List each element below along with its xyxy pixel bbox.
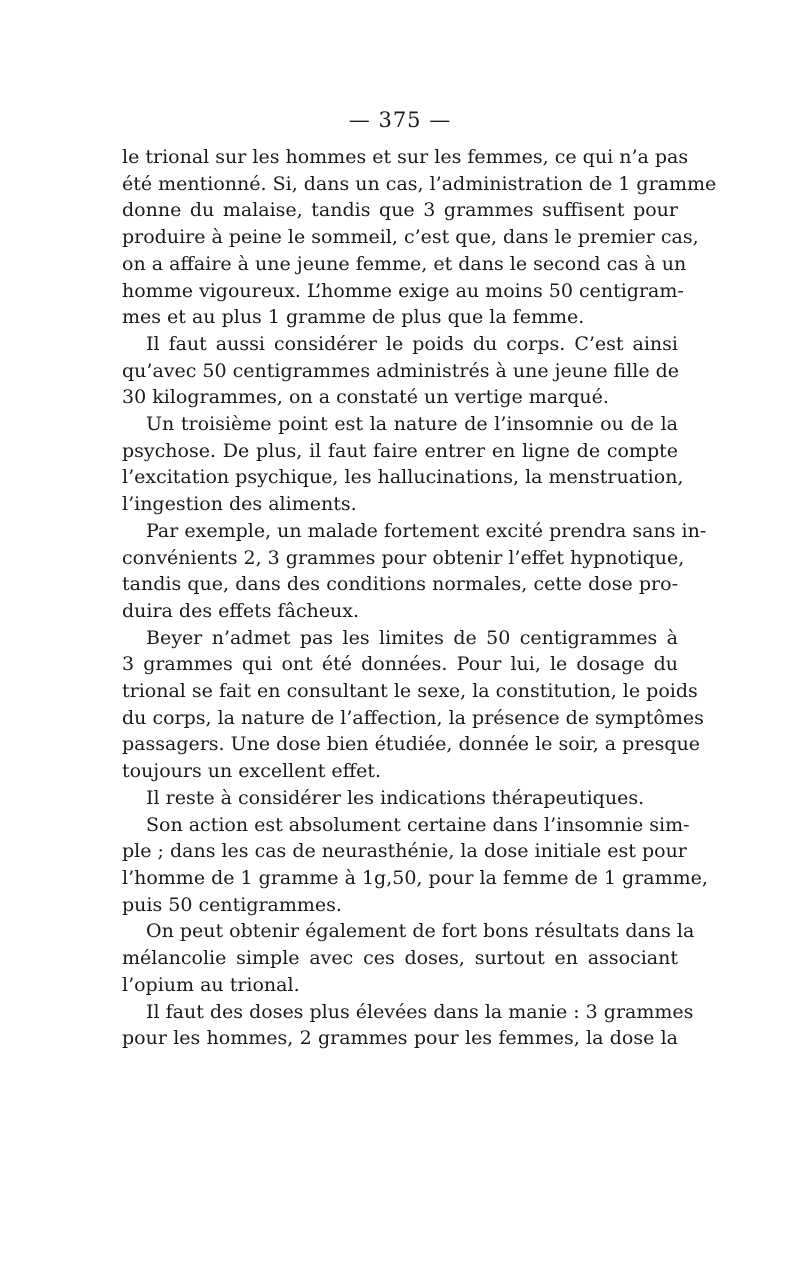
text-line: l’homme de 1 gramme à 1g,50, pour la femme de 1 gramme, <box>122 866 708 889</box>
text-line: On peut obtenir également de fort bons résultats dans la <box>146 920 695 943</box>
text-line: homme vigoureux. L’homme exige au moins 50 centigram- <box>122 279 684 302</box>
text-line: donne du malaise, tandis que 3 grammes suffisent pour <box>122 199 678 222</box>
text-line: passagers. Une dose bien étudiée, donnée le soir, a presque <box>122 733 701 756</box>
text-line: convénients 2, 3 grammes pour obtenir l’effet hypnotique, <box>122 546 685 569</box>
text-line: le trional sur les hommes et sur les femmes, ce qui n’a pas <box>122 146 689 168</box>
body-text <box>122 144 717 1052</box>
text-line: puis 50 centigrammes. <box>122 893 342 916</box>
text-line: 30 kilogrammes, on a constaté un vertige marqué. <box>122 386 609 409</box>
text-line: toujours un excellent effet. <box>122 760 382 783</box>
text-line: Par exemple, un malade fortement excité prendra sans in- <box>146 519 707 542</box>
text-line: 3 grammes qui ont été données. Pour lui, le dosage du <box>122 653 678 676</box>
text-line: Un troisième point est la nature de l’insomnie ou de la <box>146 413 678 436</box>
page-number: — 375 — <box>348 108 452 132</box>
text-line: produire à peine le sommeil, c’est que, dans le premier cas, <box>122 226 699 249</box>
text-line: l’opium au trional. <box>122 973 300 996</box>
text-line: Beyer n’admet pas les limites de 50 centigrammes à <box>146 626 678 649</box>
text-line: mélancolie simple avec ces doses, surtout en associant <box>122 947 678 970</box>
text-line: pour les hommes, 2 grammes pour les femmes, la dose la <box>122 1027 678 1050</box>
text-line: duira des effets fâcheux. <box>122 599 360 622</box>
text-line: ple ; dans les cas de neurasthénie, la dose initiale est pour <box>122 840 687 863</box>
text-line: Il reste à considérer les indications thérapeutiques. <box>146 786 645 809</box>
text-line: psychose. De plus, il faut faire entrer en ligne de compte <box>122 439 678 462</box>
text-line: l’ingestion des aliments. <box>122 493 357 516</box>
text-line: Son action est absolument certaine dans l’insomnie sim- <box>146 813 690 836</box>
text-line: trional se fait en consultant le sexe, la constitution, le poids <box>122 680 698 703</box>
text-line: l’excitation psychique, les hallucinations, la menstruation, <box>122 466 684 489</box>
text-line: Il faut des doses plus élevées dans la manie : 3 grammes <box>146 1000 694 1023</box>
text-line: qu’avec 50 centigrammes administrés à une jeune fille de <box>122 359 680 382</box>
text-line: du corps, la nature de l’affection, la présence de symptômes <box>122 706 704 729</box>
text-line: Il faut aussi considérer le poids du corps. C’est ainsi <box>146 332 678 355</box>
text-line: été mentionné. Si, dans un cas, l’administration de 1 gramme <box>122 172 717 195</box>
text-line: mes et au plus 1 gramme de plus que la femme. <box>122 306 585 329</box>
text-line: on a affaire à une jeune femme, et dans le second cas à un <box>122 252 687 275</box>
text-line: tandis que, dans des conditions normales, cette dose pro- <box>122 573 678 596</box>
